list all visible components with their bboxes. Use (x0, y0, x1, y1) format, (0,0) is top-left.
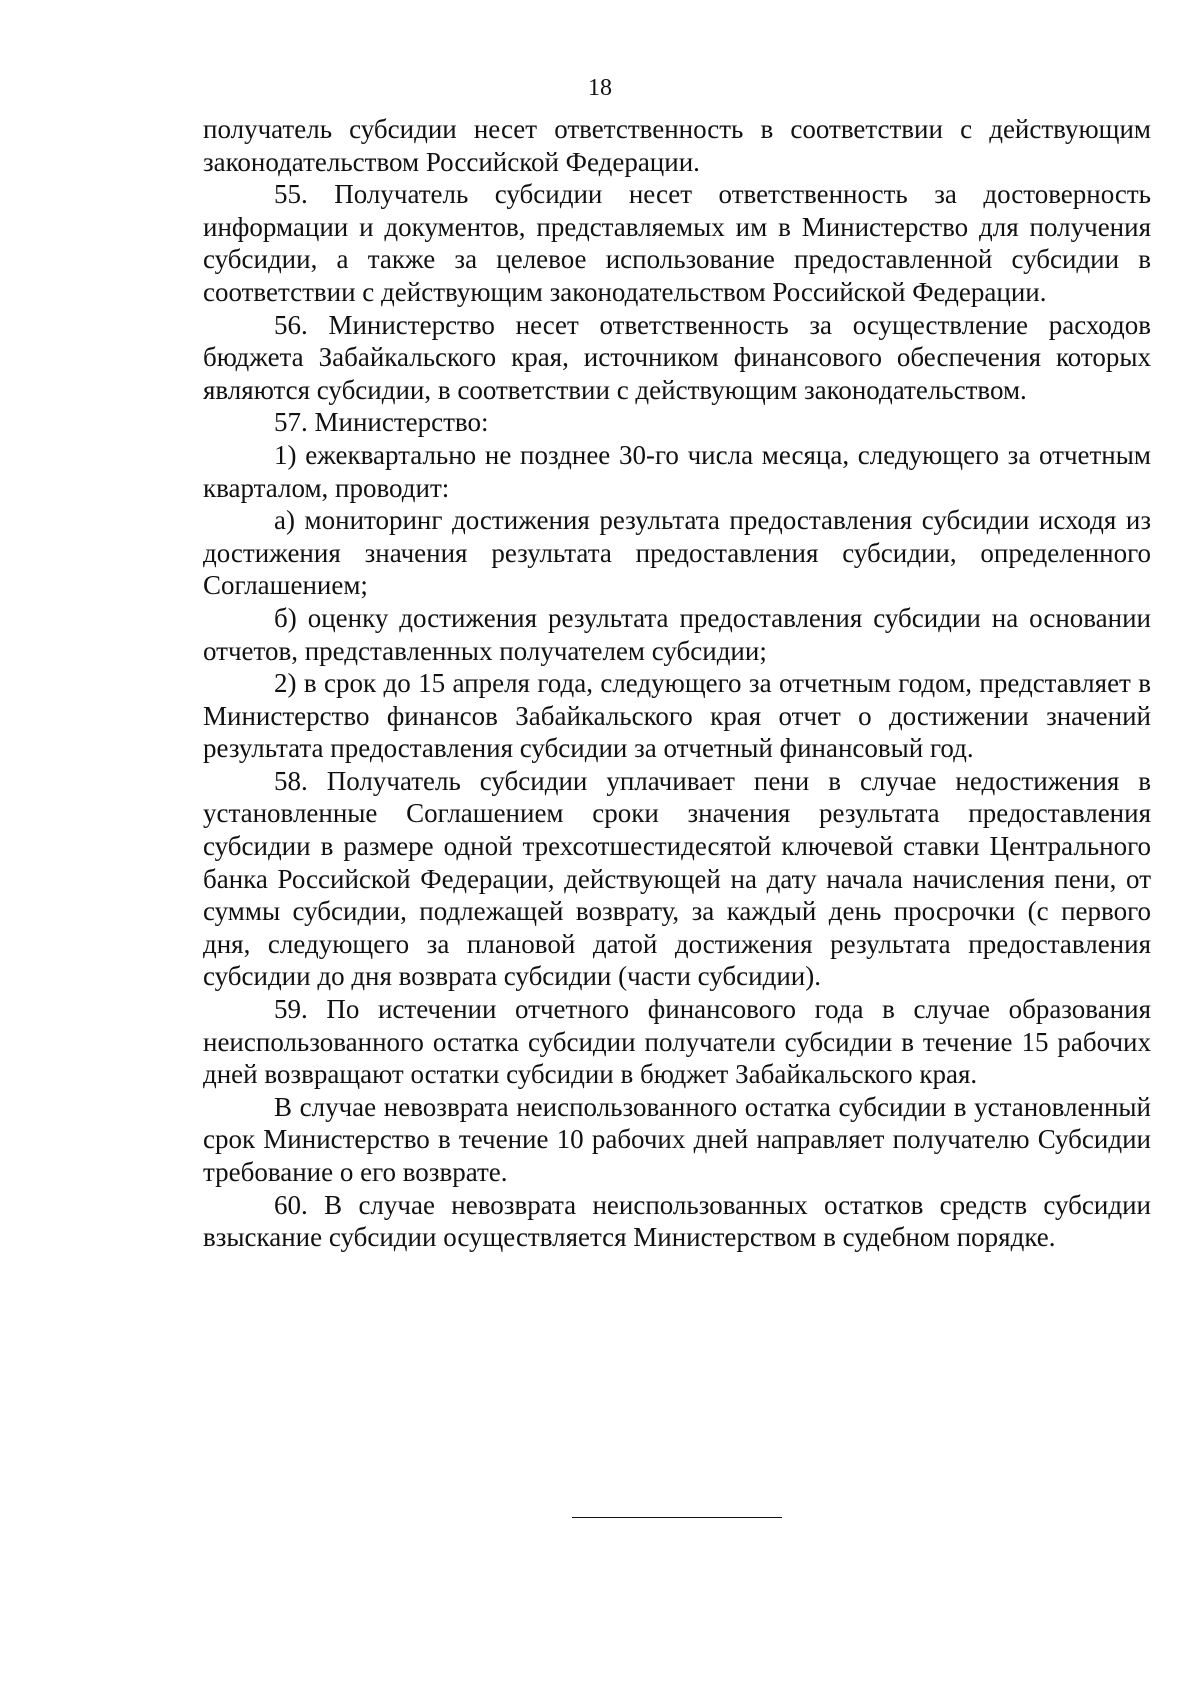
paragraph-57-item-1a: а) мониторинг достижения результата предоставления субсидии исходя из достижения значения результата предоставления субсидии, определенного Соглашением; (203, 505, 1151, 601)
paragraph-57-item-1: 1) ежеквартально не позднее 30-го числа месяца, следующего за отчетным кварталом, проводит: (203, 439, 1151, 503)
paragraph-57-item-2: 2) в срок до 15 апреля года, следующего за отчетным годом, представляет в Министерство финансов Забайкальского края отчет о достижении значений результата предоставления субсидии за отчетный финансовый год. (203, 668, 1151, 764)
paragraph-57-item-1b: б) оценку достижения результата предоставления субсидии на основании отчетов, представленных получателем субсидии; (203, 602, 1151, 666)
page-number: 18 (588, 75, 612, 101)
document-body (203, 113, 1151, 1254)
end-divider-line (572, 1517, 782, 1518)
paragraph-57: 57. Министерство: (274, 407, 489, 438)
paragraph-continuation: получатель субсидии несет ответственность в соответствии с действующим законодательством Российской Федерации. (203, 114, 1151, 177)
paragraph-55: 55. Получатель субсидии несет ответственность за достоверность информации и документов, представляемых им в Министерство для получения субсидии, а также за целевое использование предоставленной субсидии в соответствии с действующим законодательством Российской Федерации. (203, 179, 1151, 307)
paragraph-58: 58. Получатель субсидии уплачивает пени в случае недостижения в установленные Соглашением сроки значения результата предоставления субсидии в размере одной трехсотшестидесятой ключевой ставки Центрального банка Российской Федерации, действующей на дату начала начисления пени, от суммы субсидии, подлежащей возврату, за каждый день просрочки (с первого дня, следующего за плановой датой достижения результата предоставления субсидии до дня возврата субсидии (части субсидии). (203, 765, 1151, 992)
paragraph-59: 59. По истечении отчетного финансового года в случае образования неиспользованного остатка субсидии получатели субсидии в течение 15 рабочих дней возвращают остатки субсидии в бюджет Забайкальского края. (203, 994, 1151, 1090)
paragraph-60: 60. В случае невозврата неиспользованных остатков средств субсидии взыскание субсидии осуществляется Министерством в судебном порядке. (203, 1189, 1151, 1253)
paragraph-56: 56. Министерство несет ответственность за осуществление расходов бюджета Забайкальского края, источником финансового обеспечения которых являются субсидии, в соответствии с действующим законодательством. (203, 309, 1151, 405)
paragraph-59-second: В случае невозврата неиспользованного остатка субсидии в установленный срок Министерство в течение 10 рабочих дней направляет получателю Субсидии требование о его возврате. (203, 1091, 1151, 1187)
